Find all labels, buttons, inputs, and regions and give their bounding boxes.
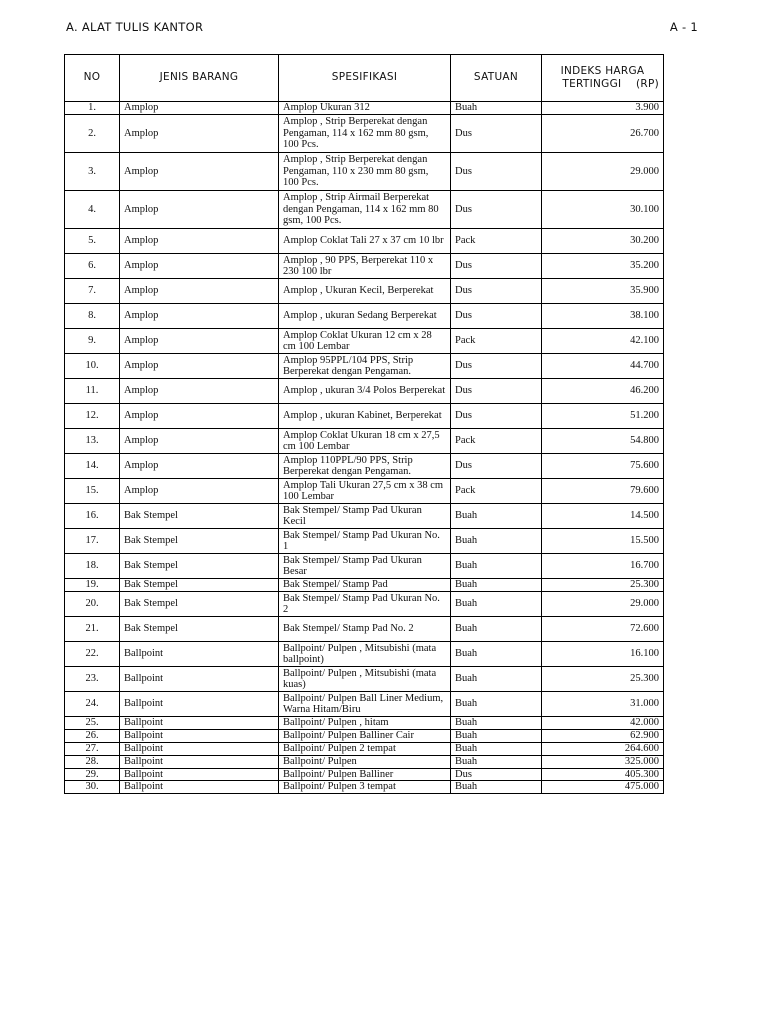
cell-no: 29. (65, 768, 120, 781)
col-header-spesifikasi: SPESIFIKASI (279, 55, 451, 102)
col-header-satuan: SATUAN (451, 55, 542, 102)
table-row (65, 504, 664, 529)
table-row (65, 730, 664, 743)
cell-no: 16. (65, 504, 120, 529)
cell-jenis-barang: Ballpoint (120, 781, 279, 794)
cell-spesifikasi (279, 404, 451, 429)
cell-jenis-barang: Bak Stempel (120, 504, 279, 529)
cell-no: 13. (65, 429, 120, 454)
table-row (65, 304, 664, 329)
cell-jenis-barang: Amplop (120, 254, 279, 279)
spec-text: Ballpoint/ Pulpen , hitam (283, 717, 389, 729)
cell-satuan: Pack (451, 479, 542, 504)
cell-no: 5. (65, 229, 120, 254)
col-header-indeks-harga (542, 55, 664, 102)
cell-spesifikasi (279, 304, 451, 329)
cell-spesifikasi (279, 254, 451, 279)
col-header-jenis-barang: JENIS BARANG (120, 55, 279, 102)
cell-indeks-harga: 15.500 (542, 529, 664, 554)
cell-satuan: Pack (451, 329, 542, 354)
cell-no: 26. (65, 730, 120, 743)
cell-spesifikasi (279, 454, 451, 479)
table-row (65, 329, 664, 354)
table-row (65, 479, 664, 504)
cell-satuan: Buah (451, 730, 542, 743)
cell-satuan: Pack (451, 429, 542, 454)
table-row (65, 755, 664, 768)
table-row (65, 153, 664, 191)
cell-satuan: Pack (451, 229, 542, 254)
table-row (65, 454, 664, 479)
cell-no: 11. (65, 379, 120, 404)
cell-no: 14. (65, 454, 120, 479)
cell-no: 19. (65, 579, 120, 592)
cell-spesifikasi (279, 667, 451, 692)
spec-text: Amplop , Ukuran Kecil, Berperekat (283, 285, 434, 297)
cell-indeks-harga: 29.000 (542, 153, 664, 191)
table-row (65, 279, 664, 304)
table-row (65, 642, 664, 667)
cell-satuan: Buah (451, 781, 542, 794)
cell-satuan: Buah (451, 579, 542, 592)
cell-indeks-harga: 30.200 (542, 229, 664, 254)
spec-text: Ballpoint/ Pulpen , Mitsubishi (mata ballpoint) (283, 642, 437, 665)
spec-text: Ballpoint/ Pulpen Balliner (283, 768, 394, 780)
table-row (65, 592, 664, 617)
section-title: A. ALAT TULIS KANTOR (66, 20, 204, 34)
cell-jenis-barang: Ballpoint (120, 743, 279, 756)
cell-satuan: Buah (451, 504, 542, 529)
page-code: A - 1 (669, 20, 698, 34)
cell-jenis-barang: Amplop (120, 191, 279, 229)
cell-jenis-barang: Amplop (120, 379, 279, 404)
cell-jenis-barang: Ballpoint (120, 692, 279, 717)
cell-satuan: Dus (451, 768, 542, 781)
cell-spesifikasi (279, 279, 451, 304)
table-row (65, 354, 664, 379)
cell-satuan: Buah (451, 554, 542, 579)
spec-text: Bak Stempel/ Stamp Pad No. 2 (283, 623, 414, 635)
spec-text: Amplop , ukuran Sedang Berperekat (283, 310, 437, 322)
cell-indeks-harga: 25.300 (542, 579, 664, 592)
cell-satuan: Buah (451, 755, 542, 768)
cell-spesifikasi (279, 529, 451, 554)
cell-indeks-harga: 38.100 (542, 304, 664, 329)
cell-indeks-harga: 42.100 (542, 329, 664, 354)
cell-satuan: Dus (451, 379, 542, 404)
cell-spesifikasi (279, 768, 451, 781)
cell-indeks-harga: 26.700 (542, 115, 664, 153)
spec-text: Amplop Tali Ukuran 27,5 cm x 38 cm 100 Lembar (283, 479, 444, 502)
cell-spesifikasi (279, 730, 451, 743)
cell-no: 30. (65, 781, 120, 794)
cell-jenis-barang: Bak Stempel (120, 617, 279, 642)
cell-satuan: Buah (451, 743, 542, 756)
spec-text: Amplop , ukuran Kabinet, Berperekat (283, 410, 442, 422)
cell-satuan: Buah (451, 102, 542, 115)
spec-text: Bak Stempel/ Stamp Pad Ukuran No. 1 (283, 529, 440, 552)
cell-spesifikasi (279, 579, 451, 592)
cell-spesifikasi (279, 479, 451, 504)
cell-spesifikasi (279, 592, 451, 617)
table-row (65, 781, 664, 794)
cell-jenis-barang: Ballpoint (120, 730, 279, 743)
cell-satuan: Buah (451, 692, 542, 717)
table-row (65, 667, 664, 692)
cell-indeks-harga: 25.300 (542, 667, 664, 692)
cell-indeks-harga: 35.200 (542, 254, 664, 279)
cell-jenis-barang: Ballpoint (120, 642, 279, 667)
cell-spesifikasi (279, 755, 451, 768)
cell-jenis-barang: Amplop (120, 454, 279, 479)
spec-text: Bak Stempel/ Stamp Pad Ukuran Besar (283, 554, 422, 577)
cell-jenis-barang: Ballpoint (120, 717, 279, 730)
cell-no: 3. (65, 153, 120, 191)
cell-no: 22. (65, 642, 120, 667)
cell-satuan: Dus (451, 115, 542, 153)
cell-satuan: Dus (451, 191, 542, 229)
spec-text: Amplop Coklat Ukuran 18 cm x 27,5 cm 100 Lembar (283, 429, 440, 452)
cell-no: 18. (65, 554, 120, 579)
table-row (65, 579, 664, 592)
table-header-row (65, 55, 664, 102)
table-row (65, 768, 664, 781)
cell-jenis-barang: Ballpoint (120, 768, 279, 781)
cell-jenis-barang: Amplop (120, 329, 279, 354)
cell-no: 12. (65, 404, 120, 429)
cell-indeks-harga: 79.600 (542, 479, 664, 504)
spec-text: Ballpoint/ Pulpen , Mitsubishi (mata kuas) (283, 667, 437, 690)
cell-satuan: Dus (451, 279, 542, 304)
cell-spesifikasi (279, 642, 451, 667)
price-table (64, 54, 664, 794)
cell-no: 15. (65, 479, 120, 504)
cell-satuan: Buah (451, 529, 542, 554)
cell-satuan: Buah (451, 592, 542, 617)
cell-satuan: Dus (451, 454, 542, 479)
cell-no: 28. (65, 755, 120, 768)
spec-text: Bak Stempel/ Stamp Pad Ukuran Kecil (283, 504, 422, 527)
table-row (65, 404, 664, 429)
table-row (65, 692, 664, 717)
cell-jenis-barang: Ballpoint (120, 755, 279, 768)
spec-text: Ballpoint/ Pulpen Ball Liner Medium, Warna Hitam/Biru (283, 692, 444, 715)
cell-jenis-barang: Amplop (120, 304, 279, 329)
cell-no: 23. (65, 667, 120, 692)
cell-jenis-barang: Amplop (120, 279, 279, 304)
cell-satuan: Dus (451, 354, 542, 379)
cell-satuan: Dus (451, 254, 542, 279)
cell-spesifikasi (279, 379, 451, 404)
cell-indeks-harga: 264.600 (542, 743, 664, 756)
spec-text: Ballpoint/ Pulpen 2 tempat (283, 743, 396, 755)
spec-text: Amplop Coklat Tali 27 x 37 cm 10 lbr (283, 235, 444, 247)
spec-text: Amplop 95PPL/104 PPS, Strip Berperekat dengan Pengaman. (283, 354, 414, 377)
table-row (65, 529, 664, 554)
cell-no: 21. (65, 617, 120, 642)
cell-indeks-harga: 72.600 (542, 617, 664, 642)
cell-indeks-harga: 16.100 (542, 642, 664, 667)
cell-no: 27. (65, 743, 120, 756)
spec-text: Amplop , Strip Berperekat dengan Pengaman, 110 x 230 mm 80 gsm, 100 Pcs. (283, 154, 429, 189)
cell-spesifikasi (279, 191, 451, 229)
cell-satuan: Buah (451, 617, 542, 642)
cell-no: 20. (65, 592, 120, 617)
spec-text: Amplop , 90 PPS, Berperekat 110 x 230 100 lbr (283, 254, 434, 277)
cell-no: 10. (65, 354, 120, 379)
cell-spesifikasi (279, 429, 451, 454)
spec-text: Amplop Coklat Ukuran 12 cm x 28 cm 100 Lembar (283, 329, 432, 352)
cell-satuan: Dus (451, 404, 542, 429)
cell-satuan: Buah (451, 642, 542, 667)
cell-indeks-harga: 29.000 (542, 592, 664, 617)
cell-no: 25. (65, 717, 120, 730)
cell-spesifikasi (279, 717, 451, 730)
cell-jenis-barang: Amplop (120, 429, 279, 454)
table-row (65, 191, 664, 229)
col-header-indeks-harga-line2: TERTINGGI (RP) (562, 78, 659, 90)
cell-indeks-harga: 44.700 (542, 354, 664, 379)
cell-satuan: Buah (451, 717, 542, 730)
cell-no: 6. (65, 254, 120, 279)
spec-text: Amplop 110PPL/90 PPS, Strip Berperekat dengan Pengaman. (283, 454, 413, 477)
cell-indeks-harga: 475.000 (542, 781, 664, 794)
spec-text: Amplop , ukuran 3/4 Polos Berperekat (283, 385, 446, 397)
cell-indeks-harga: 62.900 (542, 730, 664, 743)
table-row (65, 429, 664, 454)
cell-no: 9. (65, 329, 120, 354)
cell-jenis-barang: Amplop (120, 229, 279, 254)
cell-indeks-harga: 42.000 (542, 717, 664, 730)
cell-indeks-harga: 14.500 (542, 504, 664, 529)
cell-spesifikasi (279, 504, 451, 529)
spec-text: Ballpoint/ Pulpen 3 tempat (283, 781, 396, 793)
cell-indeks-harga: 31.000 (542, 692, 664, 717)
spec-text: Bak Stempel/ Stamp Pad Ukuran No. 2 (283, 592, 440, 615)
cell-spesifikasi (279, 617, 451, 642)
table-row (65, 717, 664, 730)
cell-spesifikasi (279, 554, 451, 579)
cell-jenis-barang: Bak Stempel (120, 592, 279, 617)
cell-jenis-barang: Amplop (120, 354, 279, 379)
cell-spesifikasi (279, 781, 451, 794)
cell-spesifikasi (279, 153, 451, 191)
table-row (65, 115, 664, 153)
cell-indeks-harga: 46.200 (542, 379, 664, 404)
cell-indeks-harga: 405.300 (542, 768, 664, 781)
table-row (65, 102, 664, 115)
cell-indeks-harga: 75.600 (542, 454, 664, 479)
table-row (65, 617, 664, 642)
col-header-no: NO (65, 55, 120, 102)
cell-indeks-harga: 325.000 (542, 755, 664, 768)
cell-jenis-barang: Amplop (120, 479, 279, 504)
cell-spesifikasi (279, 229, 451, 254)
spec-text: Amplop , Strip Berperekat dengan Pengaman, 114 x 162 mm 80 gsm, 100 Pcs. (283, 116, 429, 151)
cell-jenis-barang: Amplop (120, 115, 279, 153)
cell-no: 17. (65, 529, 120, 554)
col-header-indeks-harga-line1: INDEKS HARGA (560, 65, 645, 77)
table-row (65, 743, 664, 756)
cell-no: 2. (65, 115, 120, 153)
cell-jenis-barang: Bak Stempel (120, 579, 279, 592)
cell-jenis-barang: Bak Stempel (120, 529, 279, 554)
table-body (65, 102, 664, 794)
table-row (65, 554, 664, 579)
table-row (65, 229, 664, 254)
cell-jenis-barang: Amplop (120, 102, 279, 115)
spec-text: Bak Stempel/ Stamp Pad (283, 579, 388, 591)
cell-no: 24. (65, 692, 120, 717)
spec-text: Amplop , Strip Airmail Berperekat dengan Pengaman, 114 x 162 mm 80 gsm, 100 Pcs. (283, 192, 439, 227)
table-row (65, 379, 664, 404)
cell-satuan: Dus (451, 153, 542, 191)
cell-indeks-harga: 16.700 (542, 554, 664, 579)
cell-jenis-barang: Bak Stempel (120, 554, 279, 579)
table-row (65, 254, 664, 279)
cell-spesifikasi (279, 115, 451, 153)
cell-spesifikasi (279, 354, 451, 379)
spec-text: Ballpoint/ Pulpen (283, 755, 357, 767)
cell-jenis-barang: Ballpoint (120, 667, 279, 692)
cell-no: 8. (65, 304, 120, 329)
cell-spesifikasi (279, 743, 451, 756)
cell-no: 4. (65, 191, 120, 229)
spec-text: Ballpoint/ Pulpen Balliner Cair (283, 730, 414, 742)
cell-spesifikasi (279, 329, 451, 354)
cell-no: 7. (65, 279, 120, 304)
cell-indeks-harga: 35.900 (542, 279, 664, 304)
cell-spesifikasi (279, 102, 451, 115)
cell-satuan: Buah (451, 667, 542, 692)
cell-indeks-harga: 3.900 (542, 102, 664, 115)
cell-indeks-harga: 30.100 (542, 191, 664, 229)
cell-no: 1. (65, 102, 120, 115)
cell-satuan: Dus (451, 304, 542, 329)
cell-indeks-harga: 54.800 (542, 429, 664, 454)
cell-indeks-harga: 51.200 (542, 404, 664, 429)
cell-jenis-barang: Amplop (120, 404, 279, 429)
cell-spesifikasi (279, 692, 451, 717)
cell-jenis-barang: Amplop (120, 153, 279, 191)
spec-text: Amplop Ukuran 312 (283, 102, 370, 114)
